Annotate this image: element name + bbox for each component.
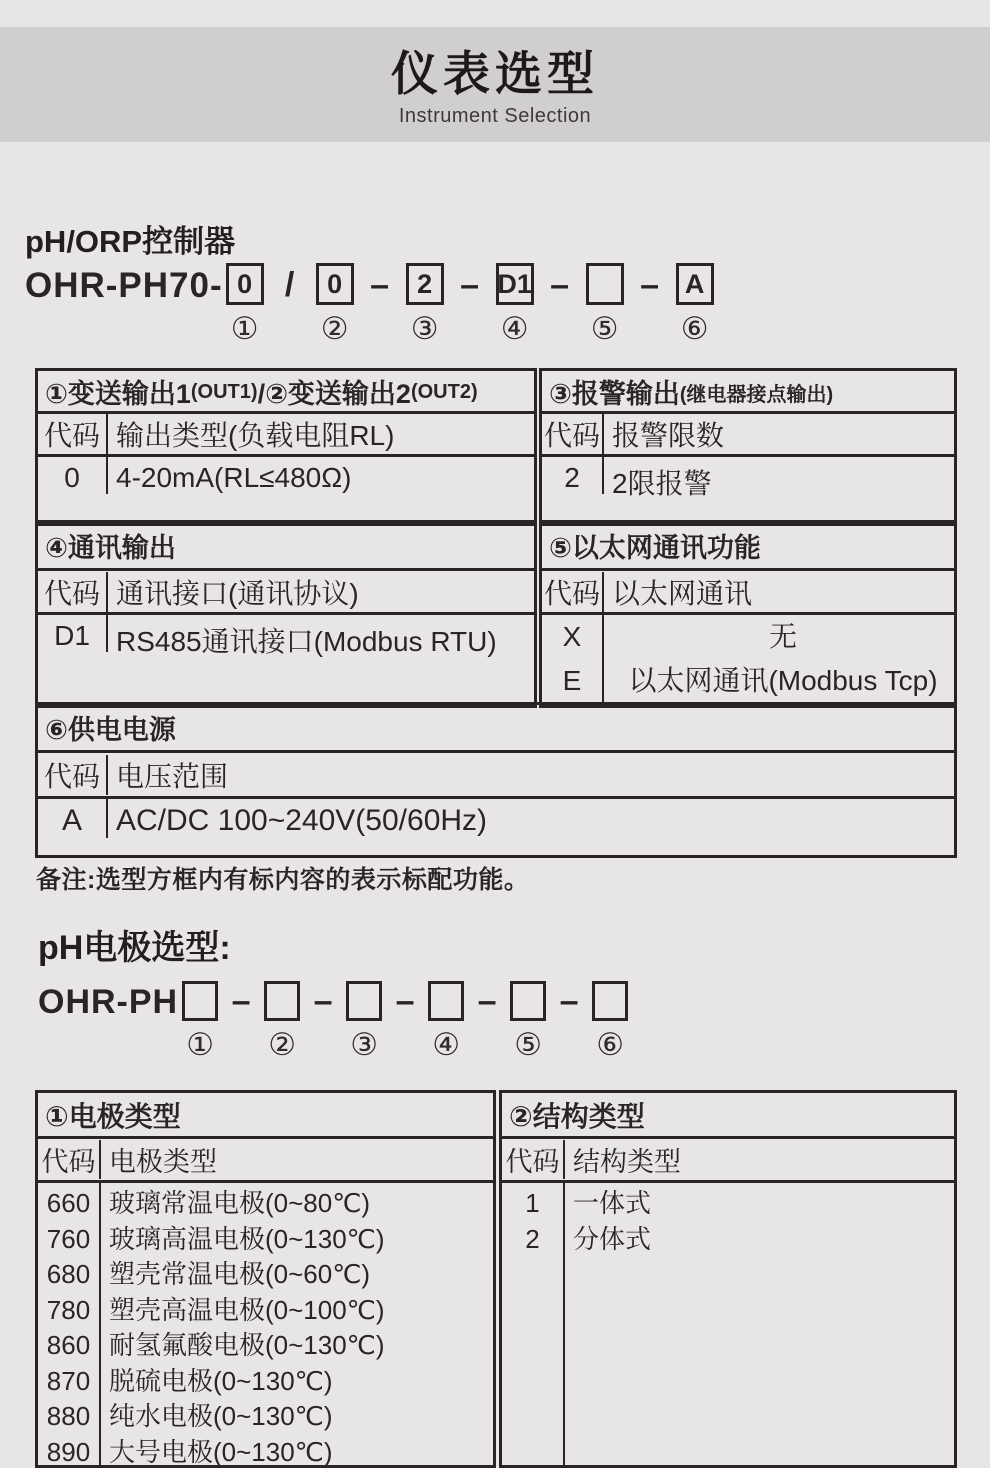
table-row xyxy=(38,615,534,705)
desc-cell: 无 xyxy=(769,615,797,659)
table-header-row xyxy=(38,414,534,457)
model-separator-slash: / xyxy=(267,263,313,307)
desc-cell: 2限报警 xyxy=(604,457,954,502)
desc-cell: 塑壳常温电极(0~60℃) xyxy=(109,1257,370,1293)
code-cell: D1 xyxy=(38,615,108,652)
model-separator-dash: – xyxy=(222,981,260,1021)
table-body xyxy=(502,1183,954,1468)
table-title: ②结构类型 xyxy=(502,1093,954,1139)
code-cell: 1 xyxy=(525,1186,539,1222)
model-slot-6 xyxy=(673,263,717,347)
code-header-cell: 代码 xyxy=(542,414,604,454)
desc-header-cell: 电极类型 xyxy=(101,1140,493,1179)
model-separator-dash: – xyxy=(386,981,424,1021)
desc-header-cell: 结构类型 xyxy=(565,1140,954,1179)
table-transmit-output xyxy=(35,368,537,526)
model-box-2: 0 xyxy=(316,263,354,305)
controller-model-code-line xyxy=(25,263,717,347)
model-box-1: 0 xyxy=(226,263,264,305)
desc-cell: 以太网通讯(Modbus Tcp) xyxy=(628,659,937,703)
desc-cell-stack xyxy=(101,1183,493,1468)
electrode-slot-label-3: ③ xyxy=(350,1027,378,1063)
page-header xyxy=(0,27,990,142)
model-slot-2 xyxy=(313,263,357,347)
table-header-row xyxy=(502,1139,954,1183)
table-alarm-output xyxy=(539,368,957,526)
code-cell: X xyxy=(563,615,582,659)
title-text: ①变送输出1 xyxy=(45,372,191,411)
model-slot-label-6: ⑥ xyxy=(681,311,709,347)
desc-cell: 纯水电极(0~130℃) xyxy=(109,1399,333,1435)
title-subtext: (OUT2) xyxy=(411,378,478,404)
table-ethernet xyxy=(539,520,957,708)
electrode-slot-label-5: ⑤ xyxy=(514,1027,542,1063)
code-cell: A xyxy=(38,799,108,838)
electrode-slot-2 xyxy=(260,981,304,1063)
code-header-cell: 代码 xyxy=(38,414,108,454)
code-cell: 860 xyxy=(47,1328,90,1364)
note-text: 备注:选型方框内有标内容的表示标配功能。 xyxy=(36,860,529,896)
desc-cell: 玻璃高温电极(0~130℃) xyxy=(109,1222,385,1258)
desc-cell-stack xyxy=(604,615,954,705)
electrode-slot-label-1: ① xyxy=(186,1027,214,1063)
model-separator-dash: – xyxy=(537,263,583,307)
code-cell: 660 xyxy=(47,1186,90,1222)
model-separator-dash: – xyxy=(550,981,588,1021)
table-comm-output xyxy=(35,520,537,708)
electrode-slot-label-6: ⑥ xyxy=(596,1027,624,1063)
table-row xyxy=(38,457,534,523)
electrode-section-title: pH电极选型: xyxy=(38,920,231,969)
electrode-box-6 xyxy=(592,981,628,1021)
desc-cell-stack xyxy=(565,1183,954,1468)
page-subtitle: Instrument Selection xyxy=(0,105,990,128)
code-cell: 680 xyxy=(47,1257,90,1293)
desc-cell: AC/DC 100~240V(50/60Hz) xyxy=(108,799,954,838)
desc-cell: 玻璃常温电极(0~80℃) xyxy=(109,1186,370,1222)
electrode-slot-6 xyxy=(588,981,632,1063)
electrode-box-1 xyxy=(182,981,218,1021)
desc-cell: 一体式 xyxy=(573,1186,651,1222)
model-separator-dash: – xyxy=(357,263,403,307)
desc-cell: 脱硫电极(0~130℃) xyxy=(109,1364,333,1400)
electrode-slot-1 xyxy=(178,981,222,1063)
model-slot-label-5: ⑤ xyxy=(591,311,619,347)
table-row xyxy=(38,799,954,855)
electrode-box-4 xyxy=(428,981,464,1021)
model-slot-label-4: ④ xyxy=(501,311,529,347)
electrode-box-5 xyxy=(510,981,546,1021)
table-title: ①电极类型 xyxy=(38,1093,493,1139)
electrode-table-band xyxy=(35,1090,957,1468)
code-header-cell: 代码 xyxy=(502,1140,565,1179)
code-header-cell: 代码 xyxy=(38,572,108,612)
table-header-row xyxy=(38,753,954,799)
desc-cell: 耐氢氟酸电极(0~130℃) xyxy=(109,1328,385,1364)
model-box-3: 2 xyxy=(406,263,444,305)
code-cell: 0 xyxy=(38,457,108,494)
table-electrode-type xyxy=(35,1090,496,1468)
table-title: ④通讯输出 xyxy=(38,523,534,571)
table-title xyxy=(38,371,534,414)
desc-cell: 4-20mA(RL≤480Ω) xyxy=(108,457,534,494)
code-cell-stack xyxy=(38,1183,101,1468)
code-header-cell: 代码 xyxy=(542,572,604,612)
table-row xyxy=(542,457,954,523)
electrode-box-2 xyxy=(264,981,300,1021)
title-subtext: (继电器接点输出) xyxy=(680,375,833,407)
model-slot-label-2: ② xyxy=(321,311,349,347)
desc-header-cell: 报警限数 xyxy=(604,414,954,454)
code-cell: 2 xyxy=(542,457,604,494)
table-title: ⑤以太网通讯功能 xyxy=(542,523,954,571)
code-cell: 760 xyxy=(47,1222,90,1258)
model-separator-dash: – xyxy=(627,263,673,307)
code-cell: 890 xyxy=(47,1435,90,1468)
model-box-5 xyxy=(586,263,624,305)
selection-table-band-2 xyxy=(35,520,957,708)
controller-section-title: pH/ORP控制器 xyxy=(25,216,235,261)
table-body xyxy=(542,615,954,705)
electrode-slot-3 xyxy=(342,981,386,1063)
model-slot-label-1: ① xyxy=(231,311,259,347)
electrode-slot-4 xyxy=(424,981,468,1063)
desc-cell: 大号电极(0~130℃) xyxy=(109,1435,333,1468)
desc-header-cell: 输出类型(负载电阻RL) xyxy=(108,414,534,454)
code-cell: 870 xyxy=(47,1364,90,1400)
selection-table-band-1 xyxy=(35,368,957,526)
table-header-row xyxy=(38,1139,493,1183)
selection-table-band-3 xyxy=(35,702,957,858)
table-structure-type xyxy=(499,1090,957,1468)
desc-cell: RS485通讯接口(Modbus RTU) xyxy=(108,615,534,660)
page-title: 仪表选型 xyxy=(0,27,990,104)
model-separator-dash: – xyxy=(447,263,493,307)
desc-cell: 分体式 xyxy=(573,1222,651,1258)
model-box-6: A xyxy=(676,263,714,305)
model-box-4: D1 xyxy=(496,263,534,305)
model-slot-3 xyxy=(403,263,447,347)
model-separator-dash: – xyxy=(304,981,342,1021)
electrode-model-prefix: OHR-PH xyxy=(38,981,178,1023)
model-separator-dash: – xyxy=(468,981,506,1021)
code-cell: 780 xyxy=(47,1293,90,1329)
desc-cell: 塑壳高温电极(0~100℃) xyxy=(109,1293,385,1329)
table-header-row xyxy=(38,571,534,615)
model-slot-5 xyxy=(583,263,627,347)
model-slot-4 xyxy=(493,263,537,347)
code-cell: 880 xyxy=(47,1399,90,1435)
electrode-slot-5 xyxy=(506,981,550,1063)
controller-model-prefix: OHR-PH70- xyxy=(25,263,223,309)
title-text: ③报警输出 xyxy=(549,372,680,411)
electrode-model-code-line xyxy=(38,981,632,1063)
title-text: /②变送输出2 xyxy=(258,372,411,411)
desc-header-cell: 以太网通讯 xyxy=(604,572,954,612)
desc-header-cell: 通讯接口(通讯协议) xyxy=(108,572,534,612)
code-cell-stack xyxy=(542,615,604,705)
code-cell: 2 xyxy=(525,1222,539,1258)
table-power-supply xyxy=(35,702,957,858)
electrode-box-3 xyxy=(346,981,382,1021)
code-header-cell: 代码 xyxy=(38,755,108,795)
desc-header-cell: 电压范围 xyxy=(108,755,954,795)
code-cell-stack xyxy=(502,1183,565,1468)
electrode-slot-label-4: ④ xyxy=(432,1027,460,1063)
table-header-row xyxy=(542,571,954,615)
table-body xyxy=(38,1183,493,1468)
table-title xyxy=(542,371,954,414)
model-slot-1 xyxy=(223,263,267,347)
electrode-slot-label-2: ② xyxy=(268,1027,296,1063)
code-cell: E xyxy=(563,659,582,703)
table-title: ⑥供电电源 xyxy=(38,705,954,753)
model-slot-label-3: ③ xyxy=(411,311,439,347)
title-subtext: (OUT1) xyxy=(191,378,258,404)
code-header-cell: 代码 xyxy=(38,1140,101,1179)
table-header-row xyxy=(542,414,954,457)
